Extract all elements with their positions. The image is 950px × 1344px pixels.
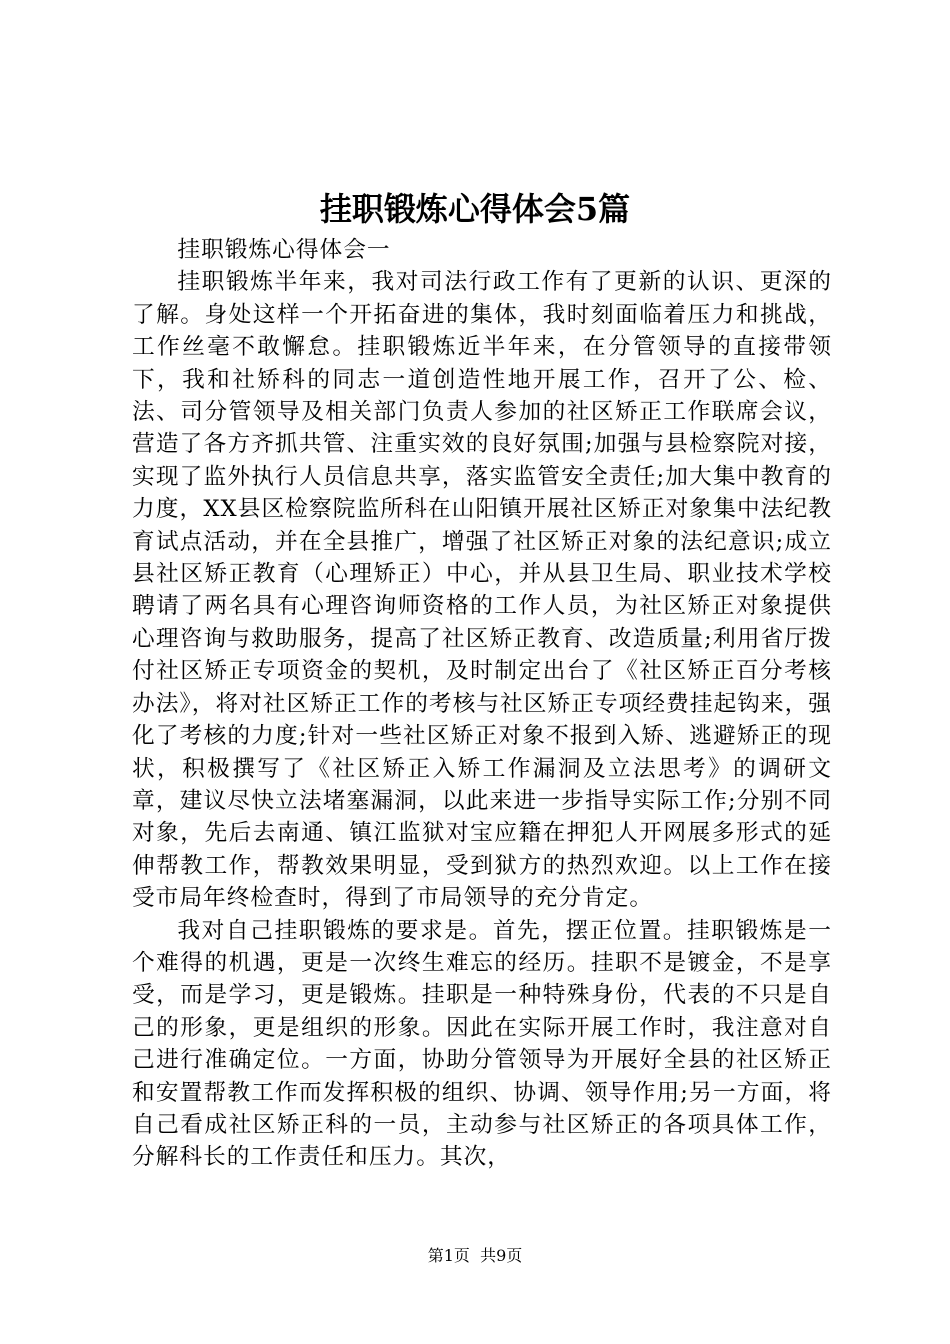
section-heading: 挂职锻炼心得体会一 — [177, 237, 391, 263]
paragraph-1: 挂职锻炼半年来，我对司法行政工作有了更新的认识、更深的了解。身处这样一个开拓奋进的集体，我时刻面临着压力和挑战，工作丝毫不敢懈怠。挂职锻炼近半年来，在分管领导的直接带领下，我和社矫科的同志一道创造性地开展工作，召开了公、检、法、司分管领导及相关部门负责人参加的社区矫正工作联席会议，营造了各方齐抓共管、注重实效的良好氛围;加强与县检察院对接，实现了监外执行人员信息共享，落实监管安全责任;加大集中教育的力度，XX县区检察院监所科在山阳镇开展社区矫正对象集中法纪教育试点活动，并在全县推广，增强了社区矫正对象的法纪意识;成立县社区矫正教育（心理矫正）中心，并从县卫生局、职业技术学校聘请了两名具有心理咨询师资格的工作人员，为社区矫正对象提供心理咨询与救助服务，提高了社区矫正教育、改造质量;利用省厅拨付社区矫正专项资金的契机，及时制定出台了《社区矫正百分考核办法》，将对社区矫正工作的考核与社区矫正专项经费挂起钩来，强化了考核的力度;针对一些社区矫正对象不报到入矫、逃避矫正的现状，积极撰写了《社区矫正入矫工作漏洞及立法思考》的调研文章，建议尽快立法堵塞漏洞，以此来进一步指导实际工作;分别不同对象，先后去南通、镇江监狱对宝应籍在押犯人开网展多形式的延伸帮教工作，帮教效果明显，受到狱方的热烈欢迎。以上工作在接受市局年终检查时，得到了市局领导的充分肯定。 — [132, 269, 832, 912]
page-number-footer: 第1页 共9页 — [427, 1246, 523, 1265]
paragraph-2: 我对自己挂职锻炼的要求是。首先，摆正位置。挂职锻炼是一个难得的机遇，更是一次终生难忘的经历。挂职不是镀金，不是享受，而是学习，更是锻炼。挂职是一种特殊身份，代表的不只是自己的形象，更是组织的形象。因此在实际开展工作时，我注意对自己进行准确定位。一方面，协助分管领导为开展好全县的社区矫正和安置帮教工作而发挥积极的组织、协调、领导作用;另一方面，将自己看成社区矫正科的一员，主动参与社区矫正的各项具体工作，分解科长的工作责任和压力。其次， — [132, 917, 832, 1171]
document-body — [132, 234, 832, 1174]
document-title: 挂职锻炼心得体会5篇 — [319, 190, 631, 228]
